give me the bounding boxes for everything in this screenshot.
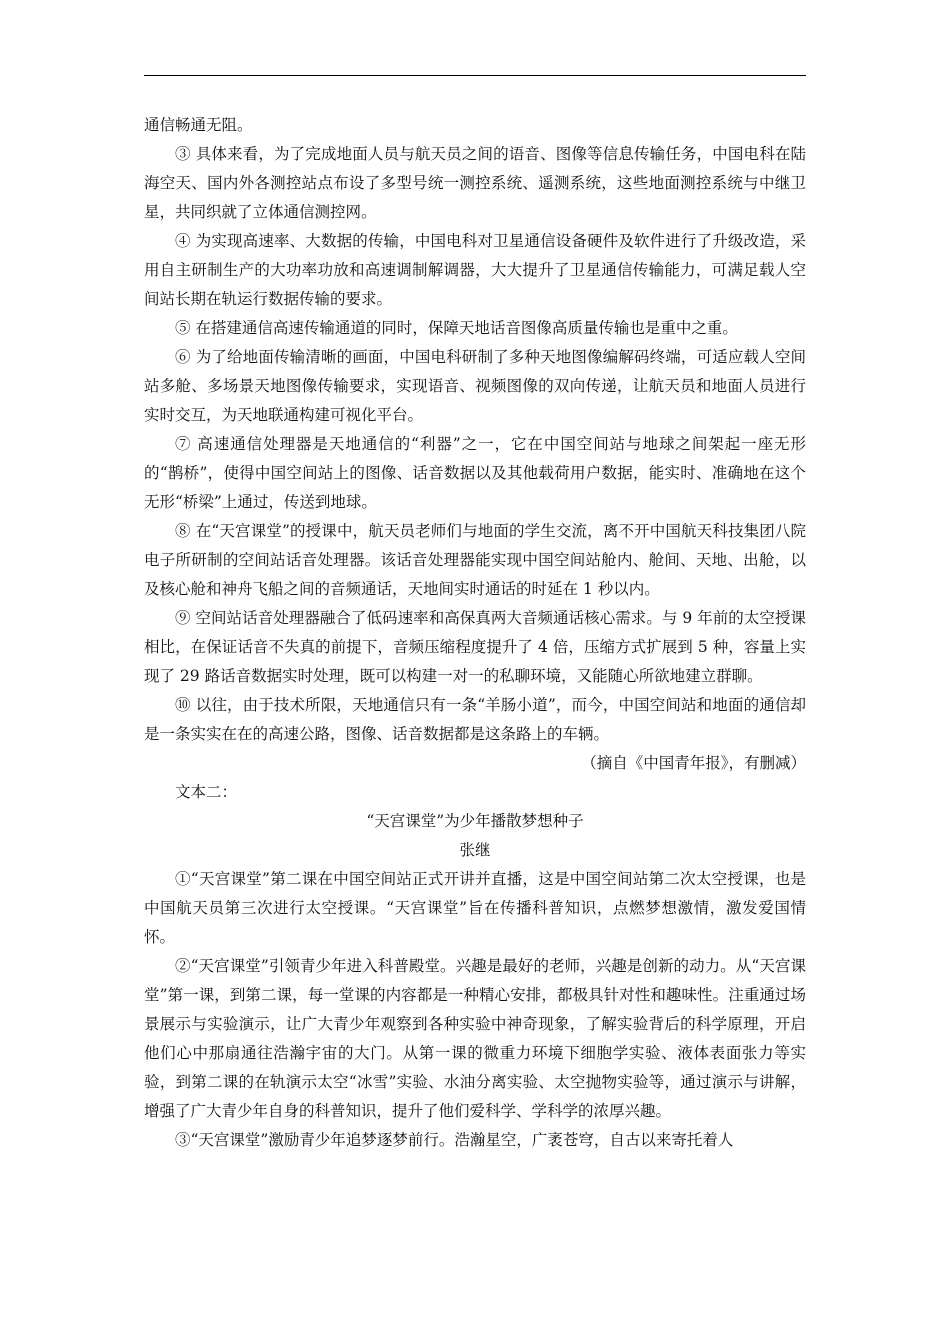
paragraph: 通信畅通无阻。 [144,116,253,134]
source-citation: （摘自《中国青年报》，有删减） [581,754,806,772]
paragraph-9: ⑨ 空间站话音处理器融合了低码速率和高保真两大音频通话核心需求。与 9 年前的太空授课相比，在保证话音不失真的前提下，音频压缩程度提升了 4 倍，压缩方式扩展到 5 种，容量上实现了 29 路话音数据实时处理，既可以构建一对一的私聊环境，又能随心所欲地建立群聊。 [144,609,806,685]
document-body [144,111,806,1155]
paragraph-5: ⑤ 在搭建通信高速传输通道的同时，保障天地话音图像高质量传输也是重中之重。 [175,319,738,337]
paragraph-t2-1: ①“天宫课堂”第二课在中国空间站正式开讲并直播，这是中国空间站第二次太空授课，也是中国航天员第三次进行太空授课。“天宫课堂”旨在传播科普知识，点燃梦想激情，激发爱国情怀。 [144,870,806,946]
paragraph-7: ⑦ 高速通信处理器是天地通信的“利器”之一，它在中国空间站与地球之间架起一座无形的“鹊桥”，使得中国空间站上的图像、话音数据以及其他载荷用户数据，能实时、准确地在这个无形“桥梁”上通过，传送到地球。 [144,435,806,511]
header-rule [144,75,806,76]
text-two-label: 文本二： [175,783,238,801]
paragraph-8: ⑧ 在“天宫课堂”的授课中，航天员老师们与地面的学生交流，离不开中国航天科技集团八院电子所研制的空间站话音处理器。该话音处理器能实现中国空间站舱内、舱间、天地、出舱，以及核心舱和神舟飞船之间的音频通话，天地间实时通话的时延在 1 秒以内。 [144,522,806,598]
paragraph-t2-2: ②“天宫课堂”引领青少年进入科普殿堂。兴趣是最好的老师，兴趣是创新的动力。从“天宫课堂”第一课，到第二课，每一堂课的内容都是一种精心安排，都极具针对性和趣味性。注重通过场景展示与实验演示，让广大青少年观察到各种实验中神奇现象，了解实验背后的科学原理，开启他们心中那扇通往浩瀚宇宙的大门。从第一课的微重力环境下细胞学实验、液体表面张力等实验，到第二课的在轨演示太空“冰雪”实验、水油分离实验、太空抛物实验等，通过演示与讲解，增强了广大青少年自身的科普知识，提升了他们爱科学、学科学的浓厚兴趣。 [144,957,806,1120]
paragraph-10: ⑩ 以往，由于技术所限，天地通信只有一条“羊肠小道”，而今，中国空间站和地面的通信却是一条实实在在的高速公路，图像、话音数据都是这条路上的车辆。 [144,696,806,743]
paragraph-4: ④ 为实现高速率、大数据的传输，中国电科对卫星通信设备硬件及软件进行了升级改造，采用自主研制生产的大功率功放和高速调制解调器，大大提升了卫星通信传输能力，可满足载人空间站长期在轨运行数据传输的要求。 [144,232,806,308]
paragraph-t2-3: ③“天宫课堂”激励青少年追梦逐梦前行。浩瀚星空，广袤苍穹，自古以来寄托着人 [175,1131,734,1149]
article-author: 张继 [459,841,491,859]
article-title: “天宫课堂”为少年播散梦想种子 [366,812,584,830]
paragraph-6: ⑥ 为了给地面传输清晰的画面，中国电科研制了多种天地图像编解码终端，可适应载人空间站多舱、多场景天地图像传输要求，实现语音、视频图像的双向传递，让航天员和地面人员进行实时交互，为天地联通构建可视化平台。 [144,348,806,424]
paragraph-3: ③ 具体来看，为了完成地面人员与航天员之间的语音、图像等信息传输任务，中国电科在陆海空天、国内外各测控站点布设了多型号统一测控系统、遥测系统，这些地面测控系统与中继卫星，共同织就了立体通信测控网。 [144,145,806,221]
